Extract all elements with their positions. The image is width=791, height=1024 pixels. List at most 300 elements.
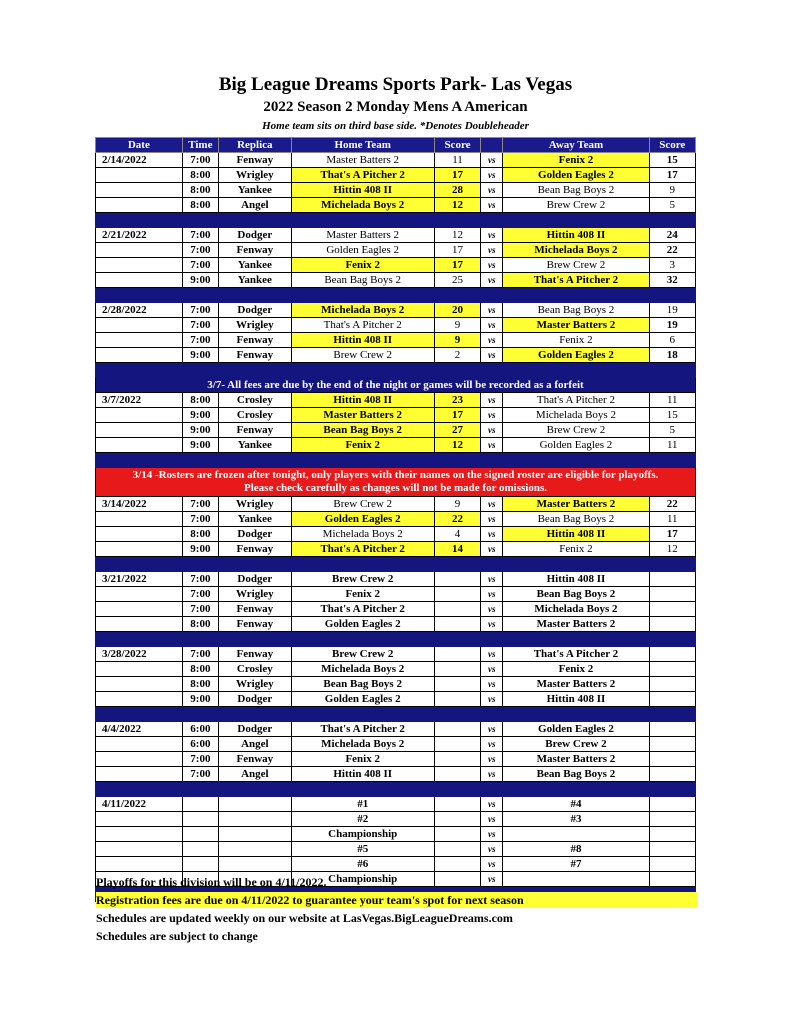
home-score: 12 (434, 228, 480, 243)
game-time (182, 842, 218, 857)
separator-cell (503, 782, 649, 797)
game-date (96, 692, 183, 707)
away-score (649, 797, 695, 812)
game-row (96, 737, 696, 752)
vs-label: vs (481, 408, 503, 423)
away-team: Fenix 2 (503, 662, 649, 677)
away-score: 18 (649, 348, 695, 363)
home-team: Hittin 408 II (291, 183, 434, 198)
home-team: Hittin 408 II (291, 333, 434, 348)
game-row (96, 857, 696, 872)
roster-notice (96, 468, 696, 497)
game-date (96, 333, 183, 348)
home-team: That's A Pitcher 2 (291, 722, 434, 737)
away-team: Master Batters 2 (503, 752, 649, 767)
away-score: 5 (649, 198, 695, 213)
vs-label: vs (481, 812, 503, 827)
away-team: Master Batters 2 (503, 318, 649, 333)
col-header-time: Time (182, 138, 218, 153)
home-score: 17 (434, 168, 480, 183)
game-time: 8:00 (182, 168, 218, 183)
footer-registration-note: Registration fees are due on 4/11/2022 to guarantee your team's spot for next season (96, 892, 697, 908)
home-team: Master Batters 2 (291, 228, 434, 243)
away-team: Bean Bag Boys 2 (503, 512, 649, 527)
separator-cell (649, 707, 695, 722)
away-score (649, 857, 695, 872)
home-score: 17 (434, 243, 480, 258)
away-team: Hittin 408 II (503, 572, 649, 587)
game-date (96, 527, 183, 542)
separator-cell (182, 632, 218, 647)
vs-label: vs (481, 497, 503, 512)
home-team: Golden Eagles 2 (291, 617, 434, 632)
game-time: 7:00 (182, 752, 218, 767)
home-team: #1 (291, 797, 434, 812)
game-time (182, 797, 218, 812)
away-score: 11 (649, 393, 695, 408)
separator-cell (182, 363, 218, 378)
away-team: Brew Crew 2 (503, 198, 649, 213)
game-row (96, 243, 696, 258)
roster-notice-line: 3/14 -Rosters are frozen after tonight, only players with their names on the signed roster are eligible for playoffs. (132, 469, 659, 481)
away-team: Michelada Boys 2 (503, 408, 649, 423)
separator-cell (503, 707, 649, 722)
away-score (649, 767, 695, 782)
away-team: That's A Pitcher 2 (503, 393, 649, 408)
game-row (96, 168, 696, 183)
game-date: 3/21/2022 (96, 572, 183, 587)
home-team: #6 (291, 857, 434, 872)
col-header-home-score: Score (434, 138, 480, 153)
game-row (96, 647, 696, 662)
game-replica: Wrigley (219, 677, 292, 692)
separator-cell (219, 632, 292, 647)
game-replica: Dodger (219, 303, 292, 318)
game-date (96, 318, 183, 333)
game-time: 9:00 (182, 542, 218, 557)
game-replica (219, 857, 292, 872)
roster-notice-line: Please check carefully as changes will not be made for omissions. (244, 482, 547, 494)
game-replica: Yankee (219, 183, 292, 198)
game-time: 7:00 (182, 602, 218, 617)
vs-label: vs (481, 527, 503, 542)
week-separator (96, 782, 696, 797)
separator-cell (291, 213, 434, 228)
separator-cell (434, 363, 480, 378)
home-team: Golden Eagles 2 (291, 692, 434, 707)
home-team: Brew Crew 2 (291, 572, 434, 587)
home-score (434, 647, 480, 662)
home-team: Golden Eagles 2 (291, 512, 434, 527)
away-score: 19 (649, 303, 695, 318)
away-score (649, 662, 695, 677)
separator-cell (434, 557, 480, 572)
game-time: 8:00 (182, 198, 218, 213)
week-separator (96, 632, 696, 647)
vs-label: vs (481, 827, 503, 842)
fees-notice (96, 378, 696, 393)
game-time: 8:00 (182, 183, 218, 198)
separator-cell (649, 453, 695, 468)
away-score: 11 (649, 438, 695, 453)
away-score: 15 (649, 153, 695, 168)
game-replica: Angel (219, 737, 292, 752)
away-score (649, 827, 695, 842)
week-separator (96, 707, 696, 722)
vs-label: vs (481, 797, 503, 812)
separator-cell (503, 557, 649, 572)
away-team: #4 (503, 797, 649, 812)
home-score: 25 (434, 273, 480, 288)
separator-cell (649, 363, 695, 378)
game-row (96, 692, 696, 707)
vs-label: vs (481, 393, 503, 408)
game-date: 3/28/2022 (96, 647, 183, 662)
game-row (96, 348, 696, 363)
separator-cell (503, 632, 649, 647)
home-team: That's A Pitcher 2 (291, 168, 434, 183)
separator-cell (481, 453, 503, 468)
away-score: 11 (649, 512, 695, 527)
home-score (434, 767, 480, 782)
separator-cell (96, 707, 183, 722)
game-replica: Fenway (219, 602, 292, 617)
home-team: Golden Eagles 2 (291, 243, 434, 258)
home-score: 9 (434, 333, 480, 348)
game-time: 7:00 (182, 497, 218, 512)
col-header-replica: Replica (219, 138, 292, 153)
vs-label: vs (481, 318, 503, 333)
schedule-table (95, 137, 696, 902)
game-date (96, 258, 183, 273)
separator-cell (291, 363, 434, 378)
away-score (649, 692, 695, 707)
game-date (96, 602, 183, 617)
vs-label: vs (481, 303, 503, 318)
game-date: 3/7/2022 (96, 393, 183, 408)
vs-label: vs (481, 512, 503, 527)
game-replica: Fenway (219, 423, 292, 438)
home-team: That's A Pitcher 2 (291, 542, 434, 557)
separator-cell (182, 557, 218, 572)
game-time: 8:00 (182, 527, 218, 542)
vs-label: vs (481, 662, 503, 677)
separator-cell (219, 782, 292, 797)
game-date: 2/28/2022 (96, 303, 183, 318)
game-time: 8:00 (182, 617, 218, 632)
col-header-away-team: Away Team (503, 138, 649, 153)
col-header-vs (481, 138, 503, 153)
col-header-date: Date (96, 138, 183, 153)
home-team: Fenix 2 (291, 587, 434, 602)
vs-label: vs (481, 153, 503, 168)
home-team: That's A Pitcher 2 (291, 318, 434, 333)
away-team: Master Batters 2 (503, 677, 649, 692)
vs-label: vs (481, 348, 503, 363)
home-team: #2 (291, 812, 434, 827)
game-replica: Fenway (219, 647, 292, 662)
week-separator (96, 363, 696, 378)
game-replica: Dodger (219, 692, 292, 707)
game-row (96, 183, 696, 198)
vs-label: vs (481, 857, 503, 872)
separator-cell (96, 632, 183, 647)
separator-cell (649, 213, 695, 228)
away-team: Golden Eagles 2 (503, 168, 649, 183)
away-team: Hittin 408 II (503, 228, 649, 243)
game-row (96, 228, 696, 243)
away-team: Golden Eagles 2 (503, 438, 649, 453)
game-replica: Wrigley (219, 497, 292, 512)
game-time: 6:00 (182, 722, 218, 737)
game-time: 9:00 (182, 438, 218, 453)
game-replica (219, 842, 292, 857)
game-row (96, 827, 696, 842)
game-time (182, 827, 218, 842)
home-score: 17 (434, 258, 480, 273)
game-date: 4/4/2022 (96, 722, 183, 737)
game-row (96, 303, 696, 318)
home-score (434, 602, 480, 617)
game-time: 9:00 (182, 692, 218, 707)
home-team: Michelada Boys 2 (291, 303, 434, 318)
away-team: Bean Bag Boys 2 (503, 183, 649, 198)
away-score: 3 (649, 258, 695, 273)
away-team: #8 (503, 842, 649, 857)
home-team: Michelada Boys 2 (291, 662, 434, 677)
away-score (649, 587, 695, 602)
home-score: 23 (434, 393, 480, 408)
game-date: 2/14/2022 (96, 153, 183, 168)
game-time: 7:00 (182, 303, 218, 318)
game-time: 7:00 (182, 258, 218, 273)
separator-cell (481, 213, 503, 228)
vs-label: vs (481, 602, 503, 617)
game-replica: Yankee (219, 438, 292, 453)
home-score: 22 (434, 512, 480, 527)
separator-cell (649, 632, 695, 647)
away-score: 24 (649, 228, 695, 243)
away-team: Bean Bag Boys 2 (503, 767, 649, 782)
game-date (96, 842, 183, 857)
separator-cell (649, 557, 695, 572)
game-row (96, 273, 696, 288)
vs-label: vs (481, 273, 503, 288)
away-score: 9 (649, 183, 695, 198)
away-team: Master Batters 2 (503, 497, 649, 512)
separator-cell (481, 782, 503, 797)
page-title: Big League Dreams Sports Park- Las Vegas (218, 74, 573, 95)
away-team: Brew Crew 2 (503, 423, 649, 438)
game-row (96, 497, 696, 512)
separator-cell (96, 453, 183, 468)
away-score (649, 842, 695, 857)
game-time: 7:00 (182, 587, 218, 602)
separator-cell (96, 557, 183, 572)
game-replica: Dodger (219, 228, 292, 243)
vs-label: vs (481, 752, 503, 767)
home-score (434, 662, 480, 677)
away-score (649, 617, 695, 632)
away-score (649, 812, 695, 827)
game-replica: Yankee (219, 258, 292, 273)
home-team: Brew Crew 2 (291, 647, 434, 662)
game-time: 7:00 (182, 512, 218, 527)
game-date (96, 348, 183, 363)
separator-cell (434, 707, 480, 722)
home-score (434, 572, 480, 587)
game-replica: Dodger (219, 722, 292, 737)
away-score (649, 572, 695, 587)
separator-cell (219, 288, 292, 303)
separator-cell (481, 707, 503, 722)
away-score (649, 647, 695, 662)
separator-cell (291, 288, 434, 303)
game-row (96, 333, 696, 348)
away-score: 6 (649, 333, 695, 348)
away-score: 22 (649, 243, 695, 258)
vs-label: vs (481, 183, 503, 198)
table-header-row (96, 138, 696, 153)
game-time: 7:00 (182, 647, 218, 662)
separator-cell (291, 557, 434, 572)
separator-cell (96, 213, 183, 228)
separator-cell (481, 632, 503, 647)
game-row (96, 393, 696, 408)
game-date (96, 273, 183, 288)
game-row (96, 722, 696, 737)
vs-label: vs (481, 542, 503, 557)
vs-label: vs (481, 228, 503, 243)
home-score (434, 872, 480, 887)
game-date (96, 752, 183, 767)
game-time: 6:00 (182, 737, 218, 752)
game-row (96, 408, 696, 423)
game-date (96, 438, 183, 453)
away-score: 17 (649, 527, 695, 542)
home-team: Hittin 408 II (291, 393, 434, 408)
home-score (434, 812, 480, 827)
game-time: 7:00 (182, 767, 218, 782)
week-separator (96, 453, 696, 468)
home-score (434, 692, 480, 707)
vs-label: vs (481, 438, 503, 453)
game-row (96, 587, 696, 602)
separator-cell (291, 707, 434, 722)
separator-cell (503, 288, 649, 303)
away-team: Fenix 2 (503, 333, 649, 348)
game-replica: Dodger (219, 572, 292, 587)
game-replica (219, 812, 292, 827)
game-date (96, 423, 183, 438)
vs-label: vs (481, 198, 503, 213)
vs-label: vs (481, 168, 503, 183)
separator-cell (219, 557, 292, 572)
away-team: Bean Bag Boys 2 (503, 587, 649, 602)
vs-label: vs (481, 647, 503, 662)
game-replica: Crosley (219, 662, 292, 677)
separator-cell (182, 782, 218, 797)
game-replica: Crosley (219, 393, 292, 408)
game-date (96, 617, 183, 632)
game-row (96, 677, 696, 692)
vs-label: vs (481, 423, 503, 438)
away-score: 19 (649, 318, 695, 333)
separator-cell (649, 288, 695, 303)
game-replica: Fenway (219, 617, 292, 632)
home-team: Brew Crew 2 (291, 348, 434, 363)
home-team: Hittin 408 II (291, 767, 434, 782)
away-score (649, 722, 695, 737)
away-score: 15 (649, 408, 695, 423)
game-date (96, 812, 183, 827)
game-time: 7:00 (182, 153, 218, 168)
game-row (96, 153, 696, 168)
separator-cell (182, 213, 218, 228)
game-time: 9:00 (182, 408, 218, 423)
home-team: Championship (291, 872, 434, 887)
game-date (96, 767, 183, 782)
game-date (96, 198, 183, 213)
vs-label: vs (481, 587, 503, 602)
game-row (96, 198, 696, 213)
game-row (96, 258, 696, 273)
away-team (503, 827, 649, 842)
game-row (96, 767, 696, 782)
game-row (96, 512, 696, 527)
home-team: Fenix 2 (291, 752, 434, 767)
game-replica: Yankee (219, 273, 292, 288)
home-score: 11 (434, 153, 480, 168)
home-team: Brew Crew 2 (291, 497, 434, 512)
away-score: 32 (649, 273, 695, 288)
game-time: 9:00 (182, 348, 218, 363)
vs-label: vs (481, 722, 503, 737)
game-date (96, 857, 183, 872)
game-date (96, 737, 183, 752)
home-team: Bean Bag Boys 2 (291, 677, 434, 692)
vs-label: vs (481, 737, 503, 752)
game-time: 7:00 (182, 243, 218, 258)
game-date (96, 168, 183, 183)
week-separator (96, 557, 696, 572)
game-replica: Wrigley (219, 587, 292, 602)
game-time: 7:00 (182, 318, 218, 333)
game-time: 9:00 (182, 273, 218, 288)
vs-label: vs (481, 333, 503, 348)
game-time (182, 812, 218, 827)
home-team: Bean Bag Boys 2 (291, 423, 434, 438)
home-team: Master Batters 2 (291, 408, 434, 423)
game-replica: Fenway (219, 153, 292, 168)
fees-notice-row (96, 378, 696, 393)
col-header-away-score: Score (649, 138, 695, 153)
home-score (434, 737, 480, 752)
game-time: 8:00 (182, 393, 218, 408)
separator-cell (219, 707, 292, 722)
separator-cell (182, 707, 218, 722)
away-team: Golden Eagles 2 (503, 722, 649, 737)
game-replica: Fenway (219, 333, 292, 348)
home-team: Michelada Boys 2 (291, 527, 434, 542)
home-score (434, 752, 480, 767)
away-team: Master Batters 2 (503, 617, 649, 632)
game-time: 9:00 (182, 423, 218, 438)
away-score (649, 677, 695, 692)
away-team: Hittin 408 II (503, 692, 649, 707)
week-separator (96, 288, 696, 303)
away-score: 5 (649, 423, 695, 438)
